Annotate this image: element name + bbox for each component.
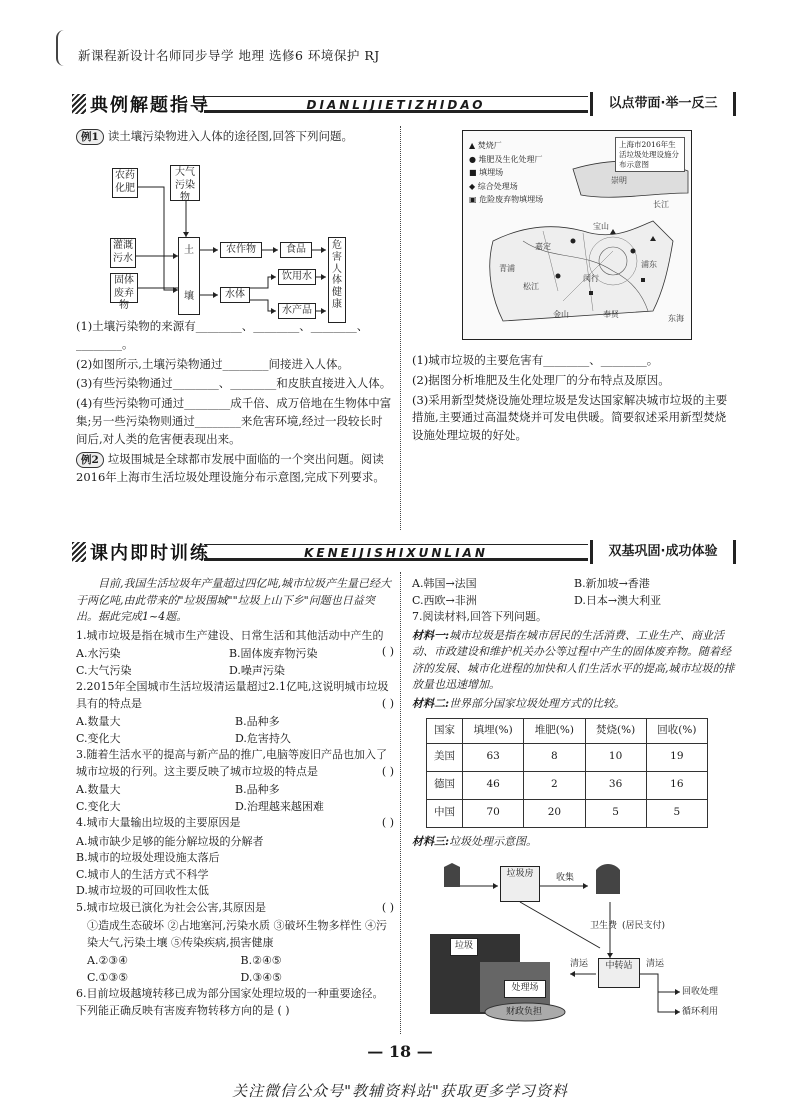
option-a[interactable]: A.②③④: [87, 954, 129, 967]
example-label: 例2: [76, 452, 104, 468]
legend-item: ▣ 危险废弃物填埋场: [469, 195, 544, 205]
node-air-pollutant: 大气污染物: [170, 165, 200, 201]
option-c[interactable]: C.变化大: [76, 799, 121, 813]
node-soil: [178, 237, 200, 315]
option-d[interactable]: D.日本→澳大利亚: [574, 593, 662, 607]
label-resident-pay: (居民支付): [622, 921, 666, 931]
question-4: 4.城市大量输出垃圾的主要原因是 ( ): [76, 815, 394, 832]
ex1-question-2: (2)如图所示,土壤污染物通过________间接进入人体。: [76, 356, 349, 371]
answer-paren[interactable]: ( ): [381, 645, 394, 658]
label-reuse: 循环利用: [682, 1007, 719, 1017]
option-c[interactable]: C.变化大: [76, 731, 121, 745]
practice-left-column: [76, 576, 394, 1021]
question-1: 1.城市垃圾是指在城市生产建设、日常生活和其他活动中产生的 ( ): [76, 628, 394, 645]
node-irrigation-wastewater: 灌溉污水: [110, 238, 136, 268]
question-7: 7.阅读材料,回答下列问题。: [412, 610, 547, 623]
material-3-label: 材料三:: [412, 834, 450, 848]
answer-paren[interactable]: ( ): [277, 1003, 290, 1017]
column-header: 焚烧(%): [585, 719, 646, 744]
waste-treatment-table: [426, 718, 708, 828]
node-solid-waste: 固体废弃物: [110, 273, 138, 303]
label-sanitation-fee: 卫生费: [590, 921, 618, 931]
node-water-body: 水体: [220, 287, 250, 303]
map-label-qingpu: 青浦: [499, 264, 515, 273]
practice-intro: 目前,我国生活垃圾年产量超过四亿吨,城市垃圾产生量已经大于两亿吨,由此带来的"垃圾围城""垃圾上山下乡"问题也日益突出。据此完成1~4题。: [76, 577, 391, 623]
section-banner-practice: [72, 540, 736, 564]
map-label-songjiang: 松江: [523, 282, 539, 291]
legend-item: ■ 填埋场: [469, 168, 504, 178]
column-header: 填埋(%): [463, 719, 524, 744]
map-label-donghai: 东海: [668, 314, 684, 323]
option-c[interactable]: C.西欧→非洲: [412, 593, 477, 607]
question-1-options: [76, 646, 382, 679]
section-pinyin-bar: [204, 544, 588, 561]
option-a[interactable]: A.城市缺少足够的能分解垃圾的分解者: [76, 834, 264, 848]
header-curl-decoration: [56, 30, 66, 66]
map-label-jiading: 嘉定: [535, 242, 551, 251]
example-2-questions: [412, 352, 736, 447]
option-b[interactable]: B.城市的垃圾处理设施太落后: [76, 851, 220, 864]
column-header: 堆肥(%): [524, 719, 585, 744]
option-a[interactable]: A.水污染: [76, 647, 121, 660]
option-b[interactable]: B.固体废弃物污染: [228, 647, 318, 660]
waste-process-diagram: [420, 862, 720, 1037]
garbage-room: 垃圾房: [500, 866, 540, 902]
column-divider: [400, 572, 401, 1034]
legend-item: ▲ 焚烧厂: [469, 141, 502, 150]
label-fiscal-burden: 财政负担: [506, 1007, 543, 1017]
question-2: 2.2015年全国城市生活垃圾清运量超过2.1亿吨,这说明城市垃圾具有的特点是 ( ): [76, 679, 394, 712]
map-label-fengxian: 奉贤: [603, 310, 619, 319]
soil-pollution-flow-chart: [90, 165, 375, 335]
option-a[interactable]: A.数量大: [76, 715, 121, 728]
table-cell: 5: [646, 799, 707, 827]
label-treatment-plant: 处理场: [504, 980, 546, 998]
answer-paren[interactable]: ( ): [381, 764, 394, 778]
legend-item: ◆ 综合处理场: [469, 181, 518, 191]
section-tag: 双基巩固·成功体验: [590, 540, 736, 564]
table-cell: 70: [463, 799, 524, 827]
table-cell: 16: [646, 771, 707, 799]
example-label: 例1: [76, 129, 104, 145]
ex1-question-1: (1)土壤污染物的来源有________、________、________、________。: [76, 319, 369, 351]
option-c[interactable]: C.①③⑤: [87, 970, 129, 984]
table-cell: 63: [463, 743, 524, 771]
option-d[interactable]: D.噪声污染: [228, 663, 285, 677]
header-text: 新课程新设计名师同步导学 地理 选修6 环境保护 RJ: [78, 48, 380, 63]
transfer-station: 中转站: [598, 958, 640, 988]
table-cell: 10: [585, 743, 646, 771]
answer-paren[interactable]: ( ): [381, 696, 394, 710]
ex2-question-2: (2)据图分析堆肥及生化处理厂的分布特点及原因。: [412, 372, 670, 387]
section-tag: 以点带面·举一反三: [590, 92, 736, 116]
map-label-minhang: 闵行: [583, 274, 599, 283]
table-cell: 19: [646, 743, 707, 771]
table-cell: 20: [524, 799, 585, 827]
label-collect: 收集: [556, 873, 575, 883]
node-aquatic-products: 水产品: [278, 303, 316, 319]
table-cell: 8: [524, 743, 585, 771]
practice-right-column: [412, 576, 736, 852]
node-food: 食品: [280, 242, 312, 258]
question-3: 3.随着生活水平的提高与新产品的推广,电脑等废旧产品也加入了城市垃圾的行列。这主要反映了城市垃圾的特点是 ( ): [76, 747, 394, 780]
option-b[interactable]: B.品种多: [235, 783, 280, 796]
page-number: — 18 —: [367, 1042, 433, 1061]
option-d[interactable]: D.城市垃圾的可回收性太低: [76, 884, 209, 897]
column-divider: [400, 126, 401, 530]
option-d[interactable]: D.③④⑤: [240, 970, 283, 984]
ex1-question-4: (4)有些污染物可通过________成千倍、成万倍地在生物体中富集;另一些污染物则通过________来危害环境,经过一段较长时间后,对人类的危害便表现出来。: [76, 396, 392, 446]
material-3-text: 垃圾处理示意图。: [449, 834, 538, 848]
material-2-text: 世界部分国家垃圾处理方式的比较。: [449, 696, 626, 710]
option-b[interactable]: B.新加坡→香港: [574, 577, 650, 590]
table-header-row: [427, 719, 708, 744]
footer-promo: 关注微信公众号"教辅资料站"获取更多学习资料: [232, 1082, 568, 1100]
option-d[interactable]: D.治理越来越困难: [235, 799, 324, 813]
node-crop: 农作物: [220, 242, 262, 258]
question-5-options: [76, 953, 394, 986]
column-header: 国家: [427, 719, 463, 744]
table-cell: 中国: [427, 799, 463, 827]
table-cell: 美国: [427, 743, 463, 771]
question-6-options: [412, 576, 736, 609]
label-clear-transport-1: 清运: [570, 959, 589, 969]
ex1-question-3: (3)有些污染物通过________、________和皮肤直接进入人体。: [76, 376, 392, 391]
banner-mark-icon: [72, 94, 86, 114]
option-b[interactable]: B.品种多: [235, 715, 280, 728]
node-pesticide-fertilizer: 农药化肥: [112, 168, 138, 198]
example-1-intro: [76, 128, 394, 148]
label-dump: 垃圾: [450, 938, 478, 956]
map-label-baoshan: 宝山: [593, 222, 609, 231]
section-banner-examples: [72, 92, 736, 116]
node-soil-char-2: 壤: [184, 291, 194, 302]
example-1-intro-text: 读土壤污染物进入人体的途径图,回答下列问题。: [107, 129, 353, 143]
table-row: [427, 771, 708, 799]
label-recycle-process: 回收处理: [682, 987, 719, 997]
material-2-label: 材料二:: [412, 696, 450, 710]
ex2-question-1: (1)城市垃圾的主要危害有________、________。: [412, 353, 659, 367]
question-4-options: [76, 834, 394, 900]
map-label-jinshan: 金山: [553, 310, 569, 319]
column-header: 回收(%): [646, 719, 707, 744]
map-label-chongming: 崇明: [611, 176, 627, 185]
question-3-options: [76, 782, 394, 815]
shanghai-waste-facilities-map: [462, 130, 692, 340]
section-title: 典例解题指导: [90, 95, 210, 116]
question-2-options: [76, 714, 394, 747]
section-pinyin: DIANLIJIETIZHIDAO: [306, 98, 486, 112]
question-5-statements: ①造成生态破坏 ②占地塞河,污染水质 ③破坏生物多样性 ④污染大气,污染土壤 ⑤传染疾病,损害健康: [87, 919, 387, 949]
question-5: 5.城市垃圾已演化为社会公害,其原因是 ( ): [76, 900, 394, 917]
table-row: [427, 743, 708, 771]
legend-item: ● 堆肥及生化处理厂: [469, 154, 543, 164]
option-a[interactable]: A.韩国→法国: [412, 577, 477, 590]
answer-paren[interactable]: ( ): [381, 816, 394, 829]
banner-mark-icon: [72, 542, 86, 562]
example-1-questions: [76, 318, 394, 488]
material-1-text: 城市垃圾是指在城市居民的生活消费、工业生产、商业活动、市政建设和维护机关办公等过程中产生的固体废弃物。随着经济的发展、城市化进程的加快和人们生活水平的提高,城市垃圾的排放量也迅速增加。: [412, 628, 735, 691]
material-1-label: 材料一:: [412, 628, 450, 642]
table-cell: 5: [585, 799, 646, 827]
map-title-note: 上海市2016年生活垃圾处理设施分布示意图: [615, 137, 685, 172]
option-a[interactable]: A.数量大: [76, 783, 121, 796]
question-6: 6.目前垃圾越境转移已成为部分国家处理垃圾的一种重要途径。下列能正确反映有害废弃物转移方向的是 ( ): [76, 987, 384, 1017]
table-cell: 2: [524, 771, 585, 799]
running-header: [70, 28, 750, 68]
table-cell: 德国: [427, 771, 463, 799]
example-2-text: 垃圾围城是全球都市发展中面临的一个突出问题。阅读2016年上海市生活垃圾处理设施分布示意图,完成下列要求。: [76, 451, 385, 484]
option-c[interactable]: C.城市人的生活方式不科学: [76, 867, 209, 881]
map-label-changjiang: 长江: [653, 200, 669, 209]
option-c[interactable]: C.大气污染: [76, 663, 132, 677]
node-soil-char-1: 土: [184, 245, 194, 256]
node-harm-health: 危害人体健康: [328, 237, 346, 323]
node-drinking-water: 饮用水: [278, 269, 316, 285]
section-pinyin: KENEIJISHIXUNLIAN: [304, 546, 488, 560]
answer-paren[interactable]: ( ): [381, 900, 394, 914]
table-row: [427, 799, 708, 827]
table-cell: 36: [585, 771, 646, 799]
option-b[interactable]: B.②④⑤: [240, 954, 282, 967]
map-label-pudong: 浦东: [641, 260, 657, 269]
section-title: 课内即时训练: [90, 543, 210, 564]
label-clear-transport-2: 清运: [646, 959, 665, 969]
ex2-question-3: (3)采用新型焚烧设施处理垃圾是发达国家解决城市垃圾的主要措施,主要通过高温焚烧并可发电供暖。简要叙述采用新型焚烧设施处理垃圾的好处。: [412, 392, 728, 443]
table-cell: 46: [463, 771, 524, 799]
section-pinyin-bar: [204, 96, 588, 113]
map-legend: [469, 139, 543, 207]
option-d[interactable]: D.危害持久: [235, 731, 291, 745]
